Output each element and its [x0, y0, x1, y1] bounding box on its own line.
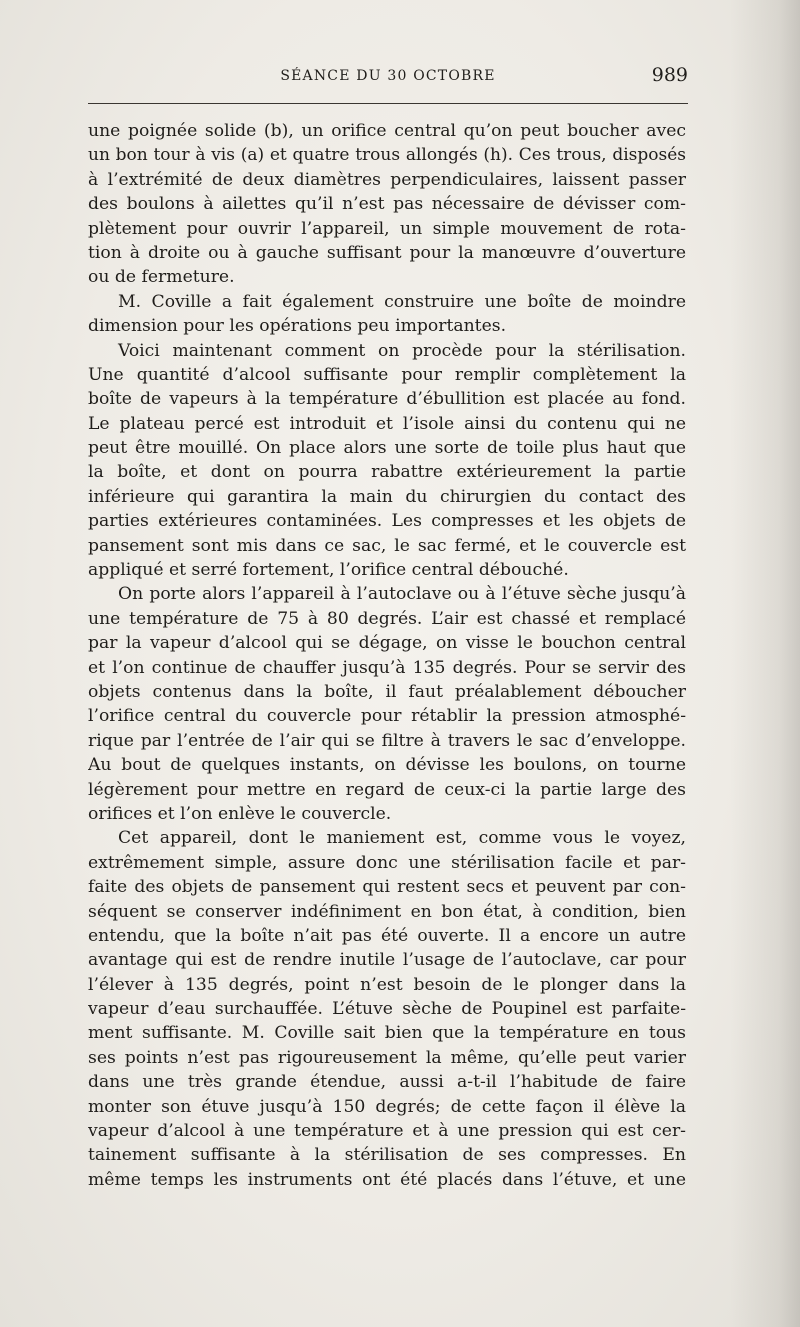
page-header — [88, 64, 688, 94]
text-line: l’élever à 135 degrés, point n’est besoin de le plonger dans la — [88, 974, 686, 995]
running-head: SÉANCE DU 30 OCTOBRE — [280, 68, 496, 84]
text-line: une poignée solide (b), un orifice central qu’on peut boucher avec — [88, 121, 686, 141]
text-line: un bon tour à vis (a) et quatre trous allongés (h). Ces trous, disposés — [88, 145, 686, 166]
text-line: boîte de vapeurs à la température d’ébullition est placée au fond. — [88, 389, 686, 410]
text-line: Une quantité d’alcool suffisante pour remplir complètement la — [88, 364, 686, 385]
text-line: à l’extrémité de deux diamètres perpendiculaires, laissent passer — [88, 169, 686, 190]
text-line: ses points n’est pas rigoureusement la même, qu’elle peut varier — [88, 1047, 686, 1068]
page-number: 989 — [651, 64, 688, 86]
text-line: inférieure qui garantira la main du chirurgien du contact des — [88, 486, 686, 507]
text-line: tainement suffisante à la stérilisation de ses compresses. En — [88, 1145, 686, 1166]
text-line: parties extérieures contaminées. Les compresses et les objets de — [88, 511, 686, 532]
text-line: séquent se conserver indéfiniment en bon état, à condition, bien — [88, 901, 686, 922]
text-line: une température de 75 à 80 degrés. L’air est chassé et remplacé — [88, 608, 686, 629]
body-text — [88, 119, 686, 1192]
text-line: dans une très grande étendue, aussi a-t-il l’habitude de faire — [88, 1072, 686, 1093]
text-line: des boulons à ailettes qu’il n’est pas nécessaire de dévisser com- — [88, 194, 686, 215]
text-line: avantage qui est de rendre inutile l’usage de l’autoclave, car pour — [88, 950, 686, 971]
text-line: appliqué et serré fortement, l’orifice central débouché. — [88, 560, 569, 581]
text-line: tion à droite ou à gauche suffisant pour la manœuvre d’ouverture — [88, 242, 686, 263]
text-line: monter son étuve jusqu’à 150 degrés; de cette façon il élève la — [88, 1096, 686, 1117]
text-line: dimension pour les opérations peu importantes. — [88, 316, 507, 337]
text-line: orifices et l’on enlève le couvercle. — [88, 803, 392, 824]
page-edge-shadow — [730, 0, 800, 1327]
text-line: vapeur d’alcool à une température et à une pression qui est cer- — [88, 1121, 686, 1142]
text-line: On porte alors l’appareil à l’autoclave ou à l’étuve sèche jusqu’à — [118, 584, 686, 605]
text-line: Cet appareil, dont le maniement est, comme vous le voyez, — [118, 828, 686, 849]
text-line: l’orifice central du couvercle pour rétablir la pression atmosphé- — [88, 706, 686, 727]
text-line: et l’on continue de chauffer jusqu’à 135 degrés. Pour se servir des — [88, 657, 686, 678]
text-line: vapeur d’eau surchauffée. L’étuve sèche de Poupinel est parfaite- — [88, 999, 686, 1020]
text-line: ou de fermeture. — [88, 267, 235, 288]
header-rule — [88, 103, 688, 104]
text-line: Le plateau percé est introduit et l’isole ainsi du contenu qui ne — [88, 413, 686, 434]
text-line: objets contenus dans la boîte, il faut préalablement déboucher — [88, 681, 686, 702]
text-line: extrêmement simple, assure donc une stérilisation facile et par- — [88, 852, 686, 873]
text-line: plètement pour ouvrir l’appareil, un simple mouvement de rota- — [88, 218, 686, 239]
text-line: par la vapeur d’alcool qui se dégage, on visse le bouchon central — [88, 633, 686, 654]
text-line: entendu, que la boîte n’ait pas été ouverte. Il a encore un autre — [88, 925, 686, 946]
text-line: rique par l’entrée de l’air qui se filtre à travers le sac d’enveloppe. — [88, 730, 686, 751]
text-line: légèrement pour mettre en regard de ceux-ci la partie large des — [88, 779, 686, 800]
text-line: faite des objets de pansement qui restent secs et peuvent par con- — [88, 877, 686, 898]
text-line: même temps les instruments ont été placés dans l’étuve, et une — [88, 1169, 686, 1190]
text-line: pansement sont mis dans ce sac, le sac fermé, et le couvercle est — [88, 535, 686, 556]
text-line: M. Coville a fait également construire une boîte de moindre — [118, 291, 686, 312]
text-line: Voici maintenant comment on procède pour la stérilisation. — [118, 340, 686, 361]
text-line: ment suffisante. M. Coville sait bien que la température en tous — [88, 1023, 686, 1044]
text-line: la boîte, et dont on pourra rabattre extérieurement la partie — [88, 462, 686, 483]
text-line: peut être mouillé. On place alors une sorte de toile plus haut que — [88, 438, 686, 459]
text-line: Au bout de quelques instants, on dévisse les boulons, on tourne — [88, 755, 686, 776]
